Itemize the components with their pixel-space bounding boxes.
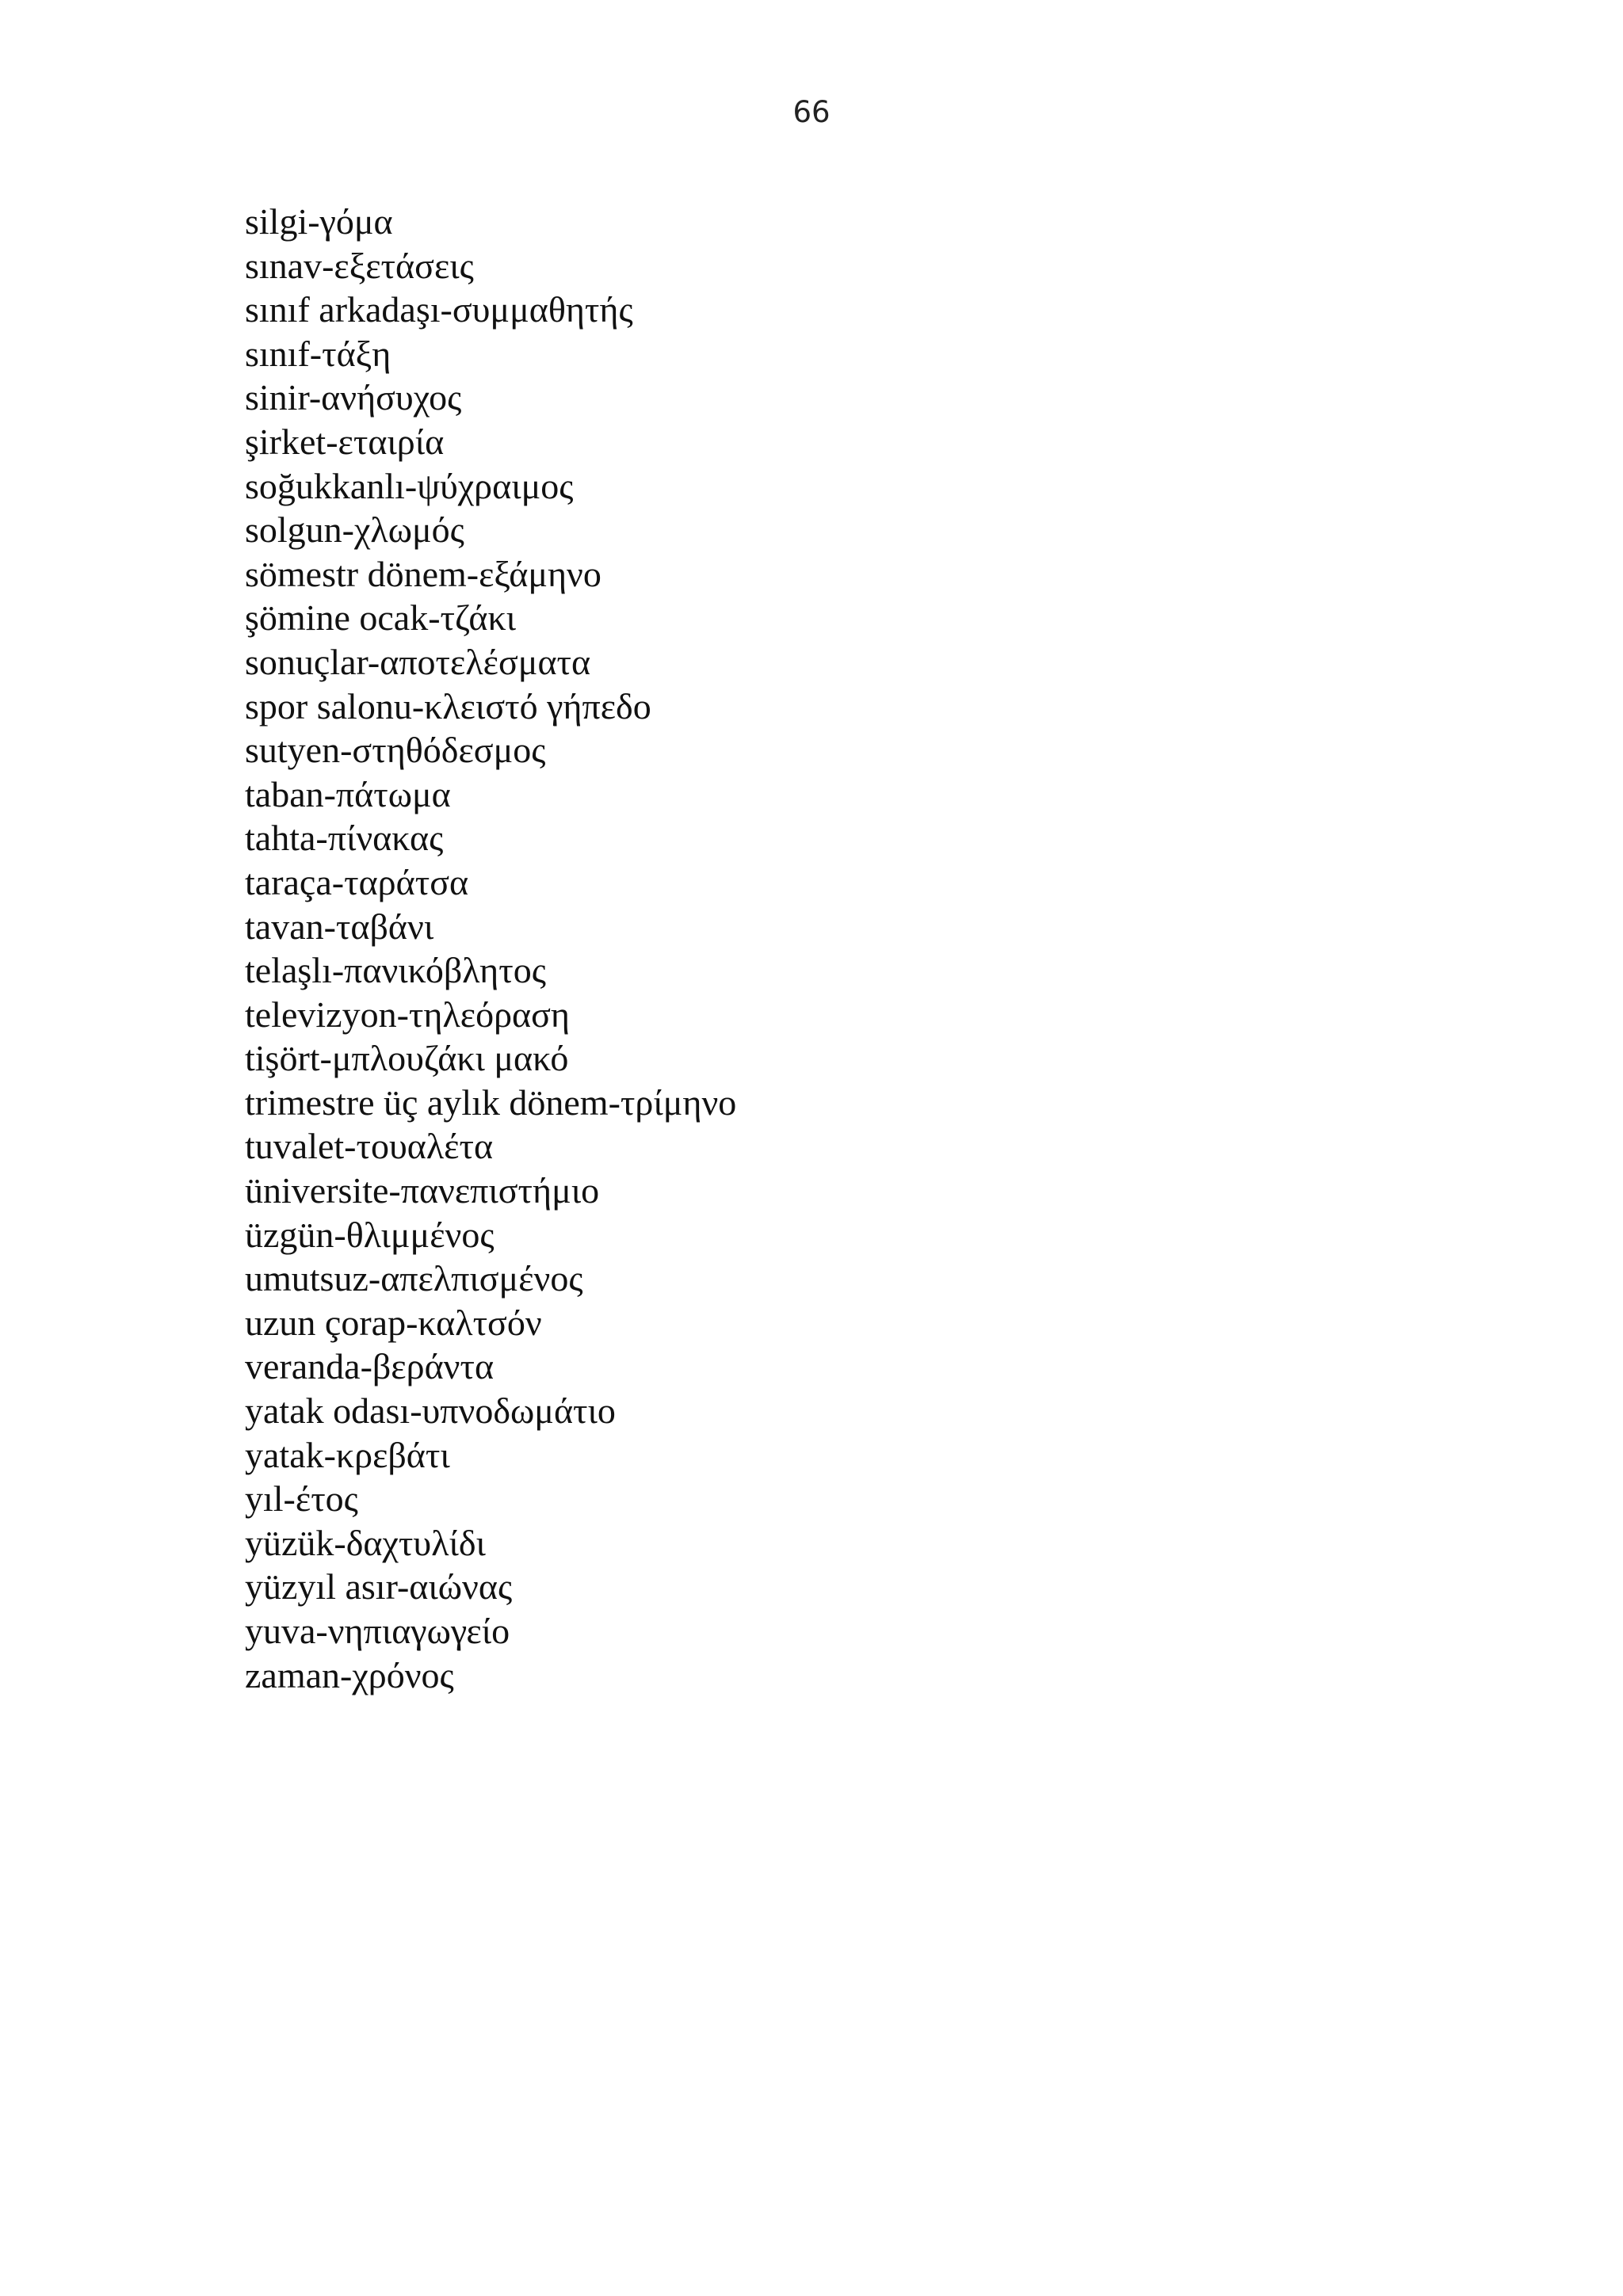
glossary-entry: yıl-έτος [245, 1478, 358, 1520]
glossary-entry: üniversite-πανεπιστήμιο [245, 1170, 600, 1211]
page-number: 66 [792, 95, 831, 129]
glossary-entry: solgun-χλωμός [245, 509, 464, 551]
glossary-entry: yüzük-δαχτυλίδι [245, 1522, 486, 1563]
glossary-entry: taraça-ταράτσα [245, 861, 469, 902]
glossary-entry: şirket-εταιρία [245, 421, 445, 462]
glossary-entry: sınıf arkadaşı-συμμαθητής [245, 289, 633, 330]
glossary-entry: sutyen-στηθόδεσμος [245, 730, 546, 771]
glossary-entry: yatak odası-υπνοδωμάτιο [245, 1390, 616, 1432]
glossary-entry: uzun çorap-καλτσόν [245, 1302, 542, 1343]
glossary-entry: silgi-γόμα [245, 201, 393, 242]
glossary-entry: üzgün-θλιμμένος [245, 1214, 495, 1255]
glossary-entry: tahta-πίνακας [245, 818, 444, 859]
glossary-entry: sinir-ανήσυχος [245, 377, 462, 418]
glossary-entry: televizyon-τηλεόραση [245, 994, 570, 1035]
glossary-entry: sonuçlar-αποτελέσματα [245, 641, 591, 682]
glossary-entry: sınav-εξετάσεις [245, 245, 474, 286]
glossary-entry: taban-πάτωμα [245, 773, 451, 814]
glossary-entry: umutsuz-απελπισμένος [245, 1258, 583, 1299]
glossary-entry: soğukkanlı-ψύχραιμος [245, 465, 574, 506]
glossary-entry: tuvalet-τουαλέτα [245, 1126, 494, 1167]
glossary-entry: yatak-κρεβάτι [245, 1434, 450, 1475]
glossary-entry: veranda-βεράντα [245, 1346, 495, 1387]
glossary-entry: spor salonu-κλειστό γήπεδο [245, 685, 651, 727]
glossary-entry: sınıf-τάξη [245, 333, 391, 374]
glossary-entry: zaman-χρόνος [245, 1654, 454, 1695]
glossary-entry: tavan-ταβάνι [245, 906, 434, 947]
glossary-entry: şömine ocak-τζάκι [245, 597, 517, 639]
glossary-entry: sömestr dönem-εξάμηνο [245, 553, 601, 594]
glossary-entry: trimestre üç aylık dönem-τρίμηνο [245, 1081, 737, 1123]
glossary-entry: tişört-μπλουζάκι μακό [245, 1038, 569, 1079]
glossary-list [245, 200, 736, 1697]
glossary-entry: yuva-νηπιαγωγείο [245, 1611, 510, 1651]
glossary-entry: telaşlı-πανικόβλητος [245, 950, 546, 991]
glossary-entry: yüzyıl asır-αιώνας [245, 1566, 513, 1608]
